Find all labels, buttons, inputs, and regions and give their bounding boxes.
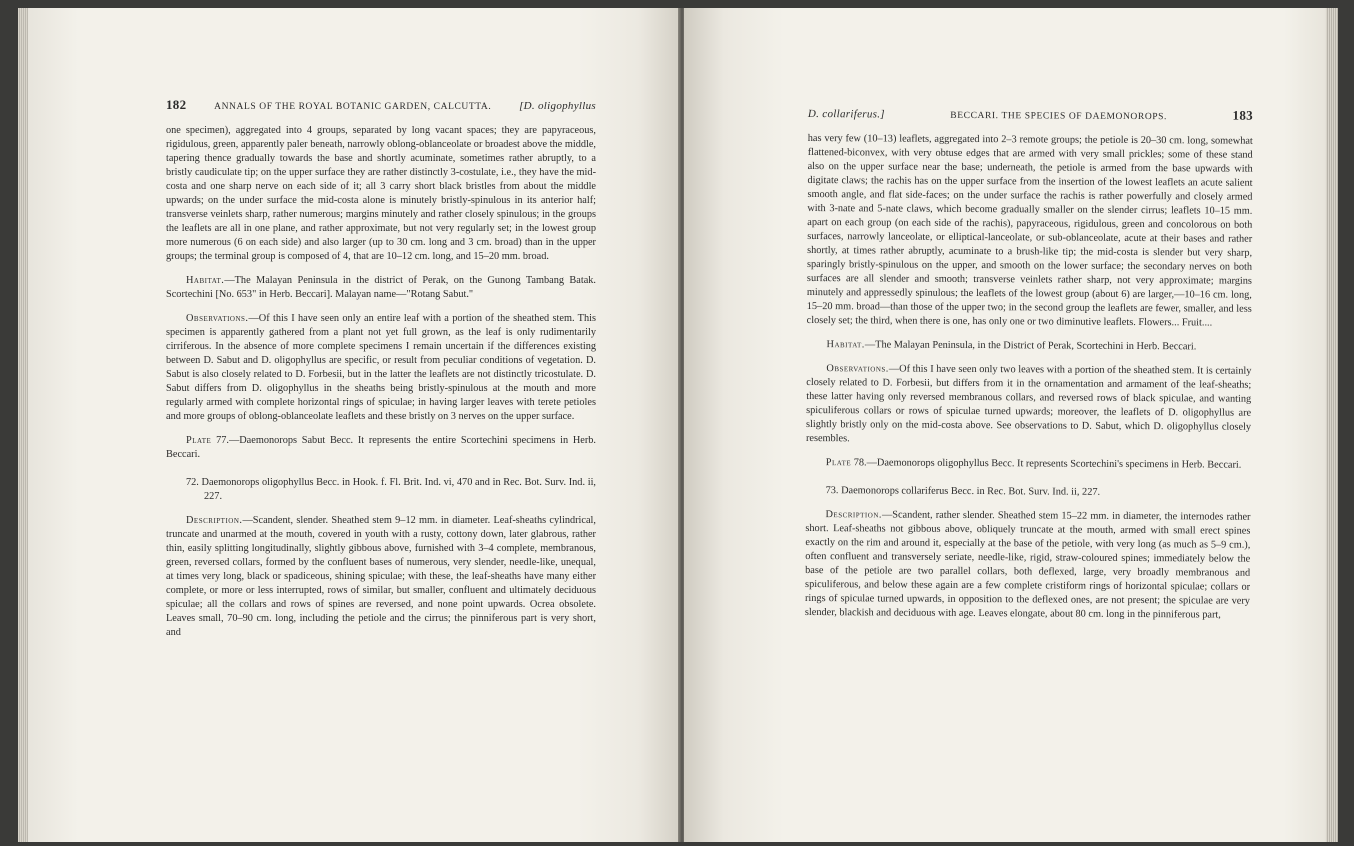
left-plate-paragraph (166, 434, 596, 462)
left-continuation-paragraph: one specimen), aggregated into 4 groups, separated by long vacant spaces; they are papyraceous, rigidulous, green, apparently paler beneath, narrowly oblong-oblanceolate or broadest above the middle, tapering thence gradually towards the base and shortly acuminate, sometimes rather abruptly, to a bristly caudiculate tip; on the upper surface they are rather distinctly 3-costulate, i.e., they have the mid-costa and one sharp nerve on each side of it; all 3 carry short black bristles from about the middle upwards; on the under surface the mid-costa alone is minutely bristly-spinulous in its anterior half; transverse veinlets sharp, rather numerous; margins minutely and rather closely spinulous; in the groups the leaflets are all in one plane, and rather approximate, but not very regularly set; in the lowest group more numerous (6 on each side) and also larger (up to 30 cm. long and 3 cm. broad) than in the upper groups; the terminal group is composed of 4, that are 10–12 cm. long, and 15–20 mm. broad. (166, 125, 596, 262)
right-page (684, 8, 1338, 842)
right-habitat-paragraph (806, 338, 1251, 355)
page-edge-left (18, 8, 28, 842)
right-species-heading: 73. Daemonorops collariferus Becc. in Rec. Bot. Surv. Ind. ii, 227. (825, 485, 1101, 498)
left-plate-text: 77.—Daemonorops Sabut Becc. It represents the entire Scortechini specimens in Herb. Beccari. (166, 435, 596, 460)
left-observations-text: —Of this I have seen only an entire leaf with a portion of the sheathed stem. This specimen is apparently gathered from a plant not yet full grown, as the leaf is only rudimentarily cirriferous. In the absence of more complete specimens I remain uncertain if the differences existing between D. Sabut and D. oligophyllus are specific, or result from peculiar conditions of vegetation. D. Sabut is also closely related to D. Forbesii, but in the latter the leaflets are not distinctly tricostulate. D. Sabut differs from D. oligophyllus in the sheaths being bristly-spinulous at the mouth and more regularly armed with complete horizontal rings of spiculae; in having larger leaves with terete petioles and more groups of oblong-oblanceolate leaflets and these bristly on 3 nerves on the upper surface. (166, 313, 596, 422)
left-running-species: [D. oligophyllus (519, 100, 596, 112)
right-description-paragraph (805, 508, 1251, 623)
left-habitat-paragraph (166, 274, 596, 302)
left-running-title: ANNALS OF THE ROYAL BOTANIC GARDEN, CALCUTTA. (214, 102, 492, 112)
right-observations-text: —Of this I have seen only two leaves with a portion of the sheathed stem. It is certainly closely related to D. Forbesii, but differs from it in the ornamentation and armament of the leaf-sheaths; these latter having only reversed membranous collars, and reversed rows of black spiculae, and wanting spiculiferous collars or rows of spiculae turned upwards; moreover, the leaflets of D. oligophyllus are slightly bristly only on the mid-costa above. See observations to D. Sabut, which D. oligophyllus closely resembles. (805, 363, 1252, 445)
left-species-heading: 72. Daemonorops oligophyllus Becc. in Hook. f. Fl. Brit. Ind. vi, 470 and in Rec. Bot. Surv. Ind. ii, 227. (186, 477, 596, 502)
right-habitat-label: Habitat. (826, 339, 865, 351)
left-description-paragraph (166, 514, 596, 640)
right-continuation-paragraph: has very few (10–13) leaflets, aggregated into 2–3 remote groups; the petiole is 20–30 cm. long, somewhat flattened-biconvex, with very obtuse edges that are armed with very small prickles; some of these stand also on the upper surface near the base; underneath, the petiole is armed from the base upwards with digitate claws; the rachis has on the upper surface from the insertion of the lowest leaflets an acute salient smooth angle, and flat side-faces; on the under surface the rachis is rather powerfully and closely armed with 3-nate and 5-nate claws, which become gradually smaller on the slender cirrus; leaflets 10–15 mm. apart on each group (on each side of the rachis), papyraceous, rigidulous, green and concolorous on both surfaces, narrowly lanceolate, or elliptical-lanceolate, or sub-oblanceolate, acute at their bases and rather shortly, at times rather abruptly, acuminate to a brush-like tip; the mid-costa is slender but very sharp, sparingly bristly-spinulous on the upper, and smooth on the lower surface; the secondary nerves on both surfaces are all slender and smooth; transverse veinlets rather sharp, not very approximate; margins minutely and appressedly spinulous; the leaflets of the lowest group (about 6) are larger,—10–16 cm. long, 15–20 mm. broad—than those of the upper two; in the second group the leaflets are fewer, smaller, and less closely set; the third, when there is one, has only one or two diminutive leaflets. Flowers... Fruit.... (806, 132, 1253, 329)
right-plate-paragraph (806, 456, 1251, 473)
right-observations-paragraph (806, 362, 1252, 449)
right-page-content (805, 106, 1253, 633)
left-running-head (166, 98, 596, 114)
left-description-label: Description. (186, 515, 243, 526)
left-habitat-label: Habitat. (186, 275, 225, 286)
left-page (18, 8, 680, 842)
right-running-species: D. collariferus.] (807, 107, 885, 121)
right-plate-text: 78.—Daemonorops oligophyllus Becc. It represents Scortechini's specimens in Herb. Beccari. (851, 457, 1242, 471)
right-plate-label: Plate (825, 457, 852, 469)
left-observations-paragraph (166, 312, 596, 424)
left-observations-label: Observations. (186, 313, 249, 324)
left-habitat-text: —The Malayan Peninsula in the district of Perak, on the Gunong Tambang Batak. Scortechini [No. 653" in Herb. Beccari]. Malayan name—"Rotang Sabut." (166, 275, 596, 300)
page-edge-right (1326, 8, 1338, 842)
right-running-head (808, 106, 1253, 125)
left-page-content (166, 98, 596, 650)
right-habitat-text: —The Malayan Peninsula, in the District of Perak, Scortechini in Herb. Beccari. (864, 339, 1197, 353)
right-description-text: —Scandent, rather slender. Sheathed stem 15–22 mm. in diameter, the internodes rather short. Leaf-sheaths not gibbous above, obliquely truncate at the mouth, armed with small erect spines exactly on the rim and around it, especially at the base of the petiole, with very long (as much as 5–9 cm.), often confluent and transversely seriate, needle-like, rigid, straw-coloured spines; immediately below the base of the petiole are two parallel collars, both deflexed, large, very broadly membranous and spiculiferous, and below these again are a few complete cristiform rings of horizontal spiculae; collars or rings of spiculae turned upwards, in opposition to the deflexed ones, are not present; the spiculae are very slender, blackish and deciduous with age. Leaves elongate, about 80 cm. long in the pinniferous part, (804, 509, 1251, 621)
left-plate-label: Plate (186, 435, 212, 446)
right-page-number: 183 (1232, 107, 1253, 123)
book-spread (18, 8, 1338, 842)
left-description-text: —Scandent, slender. Sheathed stem 9–12 mm. in diameter. Leaf-sheaths cylindrical, truncate and unarmed at the mouth, covered in youth with a rusty, cottony down, later glabrous, rather thin, easily splitting longitudinally, slightly gibbous above, furnished with 3–4 complete, membranous, green, reversed collars, formed by the confluent bases of numerous, very slender, needle-like, unequal, at times very long, black or spadiceous, shining spiculae; with these, the leaf-sheaths have many either complete, or more or less interrupted, rows of similar, but smaller, confluent and ultimately deciduous spiculae; all the collars and rows of spines are reversed, and none point upwards. Ocrea obsolete. Leaves small, 70–90 cm. long, including the petiole and the cirrus; the pinniferous part is very short, and (166, 515, 596, 638)
right-running-title: BECCARI. THE SPECIES OF DAEMONOROPS. (950, 110, 1168, 123)
right-description-label: Description. (825, 509, 883, 521)
left-page-number: 182 (166, 97, 187, 112)
right-observations-label: Observations. (826, 363, 889, 375)
